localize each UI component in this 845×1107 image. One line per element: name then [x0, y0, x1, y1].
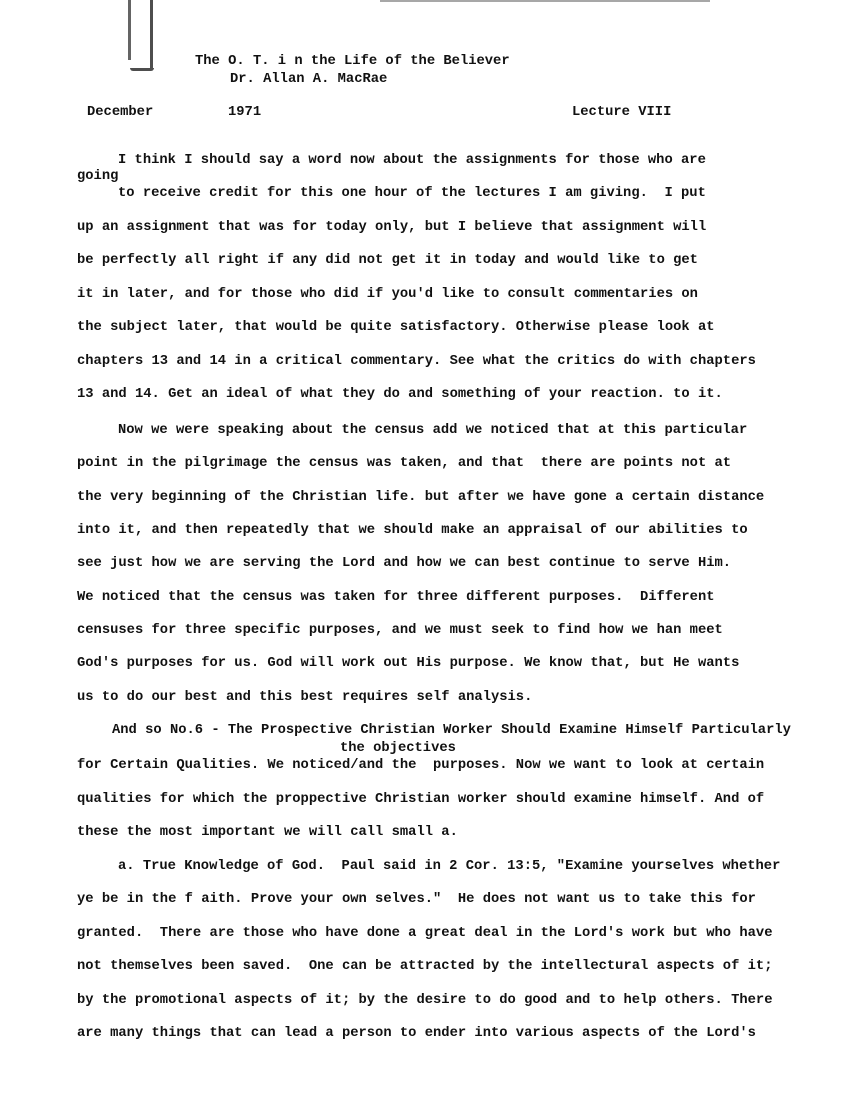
date-month: December — [87, 105, 154, 120]
text-line: the subject later, that would be quite satisfactory. Otherwise please look at — [77, 320, 715, 335]
text-line: And so No.6 - The Prospective Christian Worker Should Examine Himself Particularly — [112, 723, 791, 738]
text-line: these the most important we will call small a. — [77, 825, 458, 840]
text-line: Now we were speaking about the census add we noticed that at this particular — [118, 423, 748, 438]
text-line: censuses for three specific purposes, and we must seek to find how we han meet — [77, 623, 723, 638]
binder-clip-mark — [130, 68, 154, 71]
text-line: point in the pilgrimage the census was taken, and that there are points not at — [77, 456, 732, 471]
text-line: We noticed that the census was taken for three different purposes. Different — [77, 590, 715, 605]
text-line: see just how we are serving the Lord and how we can best continue to serve Him. — [77, 556, 732, 571]
text-line: a. True Knowledge of God. Paul said in 2 Cor. 13:5, "Examine yourselves whether — [118, 859, 781, 874]
text-line: chapters 13 and 14 in a critical commentary. See what the critics do with chapters — [77, 354, 756, 369]
lecture-number: Lecture VIII — [572, 105, 672, 120]
text-line: not themselves been saved. One can be attracted by the intellectural aspects of it; — [77, 959, 773, 974]
text-line: are many things that can lead a person to ender into various aspects of the Lord's — [77, 1026, 756, 1041]
text-line: ye be in the f aith. Prove your own selves." He does not want us to take this for — [77, 892, 756, 907]
text-line: going — [77, 169, 119, 184]
text-line: the objectives — [340, 741, 456, 756]
binder-clip-mark — [128, 0, 131, 60]
document-title: The O. T. i n the Life of the Believer — [195, 54, 510, 69]
document-author: Dr. Allan A. MacRae — [230, 72, 388, 87]
text-line: 13 and 14. Get an ideal of what they do and something of your reaction. to it. — [77, 387, 723, 402]
date-year: 1971 — [228, 105, 262, 120]
scan-edge-mark — [380, 0, 710, 2]
text-line: up an assignment that was for today only, but I believe that assignment will — [77, 220, 707, 235]
text-line: us to do our best and this best requires self analysis. — [77, 690, 533, 705]
text-line: granted. There are those who have done a great deal in the Lord's work but who have — [77, 926, 773, 941]
text-line: qualities for which the proppective Christian worker should examine himself. And of — [77, 792, 765, 807]
text-line: God's purposes for us. God will work out His purpose. We know that, but He wants — [77, 656, 740, 671]
text-line: for Certain Qualities. We noticed/and the purposes. Now we want to look at certain — [77, 758, 765, 773]
text-line: by the promotional aspects of it; by the desire to do good and to help others. There — [77, 993, 773, 1008]
text-line: be perfectly all right if any did not get it in today and would like to get — [77, 253, 698, 268]
text-line: to receive credit for this one hour of the lectures I am giving. I put — [118, 186, 706, 201]
text-line: into it, and then repeatedly that we should make an appraisal of our abilities to — [77, 523, 748, 538]
binder-clip-mark — [150, 0, 153, 68]
text-line: I think I should say a word now about the assignments for those who are — [118, 153, 706, 168]
text-line: the very beginning of the Christian life. but after we have gone a certain distance — [77, 490, 765, 505]
text-line: it in later, and for those who did if you'd like to consult commentaries on — [77, 287, 698, 302]
